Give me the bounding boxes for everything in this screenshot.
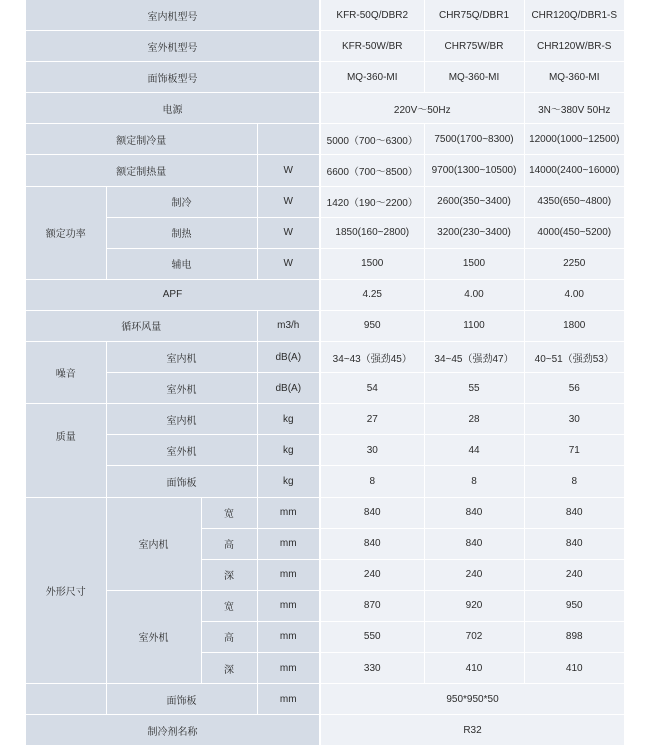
refrigerant-value: R32 <box>320 715 624 746</box>
rated-power-cooling-unit: W <box>257 186 320 217</box>
dim-indoor-height-3: 840 <box>524 528 624 559</box>
cooling-capacity-unit <box>257 124 320 155</box>
dim-indoor-depth-label: 深 <box>201 559 257 590</box>
row-indoor-model <box>26 0 624 31</box>
airflow-1: 950 <box>320 310 424 341</box>
dim-outdoor-depth-3: 410 <box>524 652 624 683</box>
dim-outdoor-height-label: 高 <box>201 621 257 652</box>
row-airflow <box>26 310 624 341</box>
cooling-capacity-2: 7500(1700~8300) <box>424 124 524 155</box>
row-weight-outdoor <box>26 435 624 466</box>
row-cooling-capacity <box>26 124 624 155</box>
noise-outdoor-label: 室外机 <box>106 373 257 404</box>
heating-capacity-unit: W <box>257 155 320 186</box>
dim-outdoor-height-unit: mm <box>257 621 320 652</box>
panel-model-3: MQ-360-MI <box>524 62 624 93</box>
apf-3: 4.00 <box>524 279 624 310</box>
weight-indoor-1: 27 <box>320 404 424 435</box>
dim-indoor-width-label: 宽 <box>201 497 257 528</box>
rated-power-heating-3: 4000(450~5200) <box>524 217 624 248</box>
refrigerant-label: 制冷剂名称 <box>26 715 320 746</box>
weight-panel-2: 8 <box>424 466 524 497</box>
weight-outdoor-3: 71 <box>524 435 624 466</box>
dim-outdoor-width-3: 950 <box>524 590 624 621</box>
noise-indoor-label: 室内机 <box>106 342 257 373</box>
dim-indoor-depth-unit: mm <box>257 559 320 590</box>
dim-indoor-height-label: 高 <box>201 528 257 559</box>
row-rated-power-aux <box>26 248 624 279</box>
row-outdoor-model <box>26 31 624 62</box>
rated-power-aux-3: 2250 <box>524 248 624 279</box>
dim-indoor-depth-1: 240 <box>320 559 424 590</box>
dim-panel-value: 950*950*50 <box>320 684 624 715</box>
noise-indoor-3: 40~51（强劲53） <box>524 342 624 373</box>
outdoor-model-3: CHR120W/BR-S <box>524 31 624 62</box>
weight-outdoor-label: 室外机 <box>106 435 257 466</box>
weight-panel-unit: kg <box>257 466 320 497</box>
noise-indoor-unit: dB(A) <box>257 342 320 373</box>
dim-indoor-label: 室内机 <box>106 497 201 590</box>
dim-outdoor-depth-label: 深 <box>201 652 257 683</box>
rated-power-cooling-label: 制冷 <box>106 186 257 217</box>
row-rated-power-heating <box>26 217 624 248</box>
cooling-capacity-3: 12000(1000~12500) <box>524 124 624 155</box>
row-weight-panel <box>26 466 624 497</box>
row-dim-outdoor-width <box>26 590 624 621</box>
dim-indoor-height-2: 840 <box>424 528 524 559</box>
noise-indoor-1: 34~43（强劲45） <box>320 342 424 373</box>
indoor-model-2: CHR75Q/DBR1 <box>424 0 524 31</box>
noise-group-label: 噪音 <box>26 342 106 404</box>
dim-outdoor-height-3: 898 <box>524 621 624 652</box>
panel-model-label: 面饰板型号 <box>26 62 320 93</box>
rated-power-heating-1: 1850(160~2800) <box>320 217 424 248</box>
panel-model-1: MQ-360-MI <box>320 62 424 93</box>
noise-outdoor-unit: dB(A) <box>257 373 320 404</box>
cooling-capacity-1: 5000（700～6300） <box>320 124 424 155</box>
rated-power-group-label: 额定功率 <box>26 186 106 279</box>
dim-indoor-depth-2: 240 <box>424 559 524 590</box>
dim-outdoor-width-label: 宽 <box>201 590 257 621</box>
row-noise-outdoor <box>26 373 624 404</box>
row-heating-capacity <box>26 155 624 186</box>
dim-indoor-depth-3: 240 <box>524 559 624 590</box>
power-supply-single-phase: 220V～50Hz <box>320 93 524 124</box>
weight-group-spacer <box>26 466 106 497</box>
spec-table <box>26 0 624 745</box>
dim-indoor-height-1: 840 <box>320 528 424 559</box>
indoor-model-label: 室内机型号 <box>26 0 320 31</box>
dim-outdoor-height-1: 550 <box>320 621 424 652</box>
dim-indoor-height-unit: mm <box>257 528 320 559</box>
spec-table-card <box>26 0 624 738</box>
indoor-model-3: CHR120Q/DBR1-S <box>524 0 624 31</box>
rated-power-heating-label: 制热 <box>106 217 257 248</box>
apf-2: 4.00 <box>424 279 524 310</box>
airflow-label: 循环风量 <box>26 310 257 341</box>
dim-outdoor-width-unit: mm <box>257 590 320 621</box>
row-apf <box>26 279 624 310</box>
row-panel-model <box>26 62 624 93</box>
rated-power-aux-2: 1500 <box>424 248 524 279</box>
dim-outdoor-height-2: 702 <box>424 621 524 652</box>
dim-indoor-width-3: 840 <box>524 497 624 528</box>
apf-1: 4.25 <box>320 279 424 310</box>
dim-indoor-width-1: 840 <box>320 497 424 528</box>
noise-outdoor-2: 55 <box>424 373 524 404</box>
rated-power-aux-unit: W <box>257 248 320 279</box>
noise-indoor-2: 34~45（强劲47） <box>424 342 524 373</box>
weight-indoor-2: 28 <box>424 404 524 435</box>
apf-label: APF <box>26 279 320 310</box>
row-noise-indoor <box>26 342 624 373</box>
heating-capacity-3: 14000(2400~16000) <box>524 155 624 186</box>
weight-panel-3: 8 <box>524 466 624 497</box>
rated-power-heating-2: 3200(230~3400) <box>424 217 524 248</box>
heating-capacity-2: 9700(1300~10500) <box>424 155 524 186</box>
dim-outdoor-width-2: 920 <box>424 590 524 621</box>
airflow-unit: m3/h <box>257 310 320 341</box>
indoor-model-1: KFR-50Q/DBR2 <box>320 0 424 31</box>
dim-panel-spacer <box>26 684 106 715</box>
weight-indoor-unit: kg <box>257 404 320 435</box>
heating-capacity-label: 额定制热量 <box>26 155 257 186</box>
row-refrigerant <box>26 715 624 746</box>
dim-outdoor-depth-unit: mm <box>257 652 320 683</box>
airflow-3: 1800 <box>524 310 624 341</box>
outdoor-model-2: CHR75W/BR <box>424 31 524 62</box>
power-supply-three-phase: 3N～380V 50Hz <box>524 93 624 124</box>
heating-capacity-1: 6600（700～8500） <box>320 155 424 186</box>
rated-power-cooling-2: 2600(350~3400) <box>424 186 524 217</box>
dim-panel-unit: mm <box>257 684 320 715</box>
row-rated-power-cooling <box>26 186 624 217</box>
rated-power-cooling-1: 1420（190～2200） <box>320 186 424 217</box>
weight-group-label: 质量 <box>26 404 106 466</box>
dimensions-group-label: 外形尺寸 <box>26 497 106 684</box>
dim-outdoor-depth-1: 330 <box>320 652 424 683</box>
rated-power-aux-1: 1500 <box>320 248 424 279</box>
dim-outdoor-width-1: 870 <box>320 590 424 621</box>
rated-power-heating-unit: W <box>257 217 320 248</box>
row-dim-panel <box>26 684 624 715</box>
panel-model-2: MQ-360-MI <box>424 62 524 93</box>
weight-indoor-3: 30 <box>524 404 624 435</box>
weight-panel-label: 面饰板 <box>106 466 257 497</box>
rated-power-cooling-3: 4350(650~4800) <box>524 186 624 217</box>
dim-indoor-width-unit: mm <box>257 497 320 528</box>
weight-outdoor-unit: kg <box>257 435 320 466</box>
weight-outdoor-2: 44 <box>424 435 524 466</box>
row-dim-indoor-width <box>26 497 624 528</box>
weight-outdoor-1: 30 <box>320 435 424 466</box>
outdoor-model-label: 室外机型号 <box>26 31 320 62</box>
weight-indoor-label: 室内机 <box>106 404 257 435</box>
power-supply-label: 电源 <box>26 93 320 124</box>
weight-panel-1: 8 <box>320 466 424 497</box>
dim-outdoor-label: 室外机 <box>106 590 201 683</box>
row-power-supply <box>26 93 624 124</box>
airflow-2: 1100 <box>424 310 524 341</box>
dim-panel-label: 面饰板 <box>106 684 257 715</box>
outdoor-model-1: KFR-50W/BR <box>320 31 424 62</box>
noise-outdoor-3: 56 <box>524 373 624 404</box>
cooling-capacity-label: 额定制冷量 <box>26 124 257 155</box>
noise-outdoor-1: 54 <box>320 373 424 404</box>
dim-indoor-width-2: 840 <box>424 497 524 528</box>
dim-outdoor-depth-2: 410 <box>424 652 524 683</box>
rated-power-aux-label: 辅电 <box>106 248 257 279</box>
row-weight-indoor <box>26 404 624 435</box>
